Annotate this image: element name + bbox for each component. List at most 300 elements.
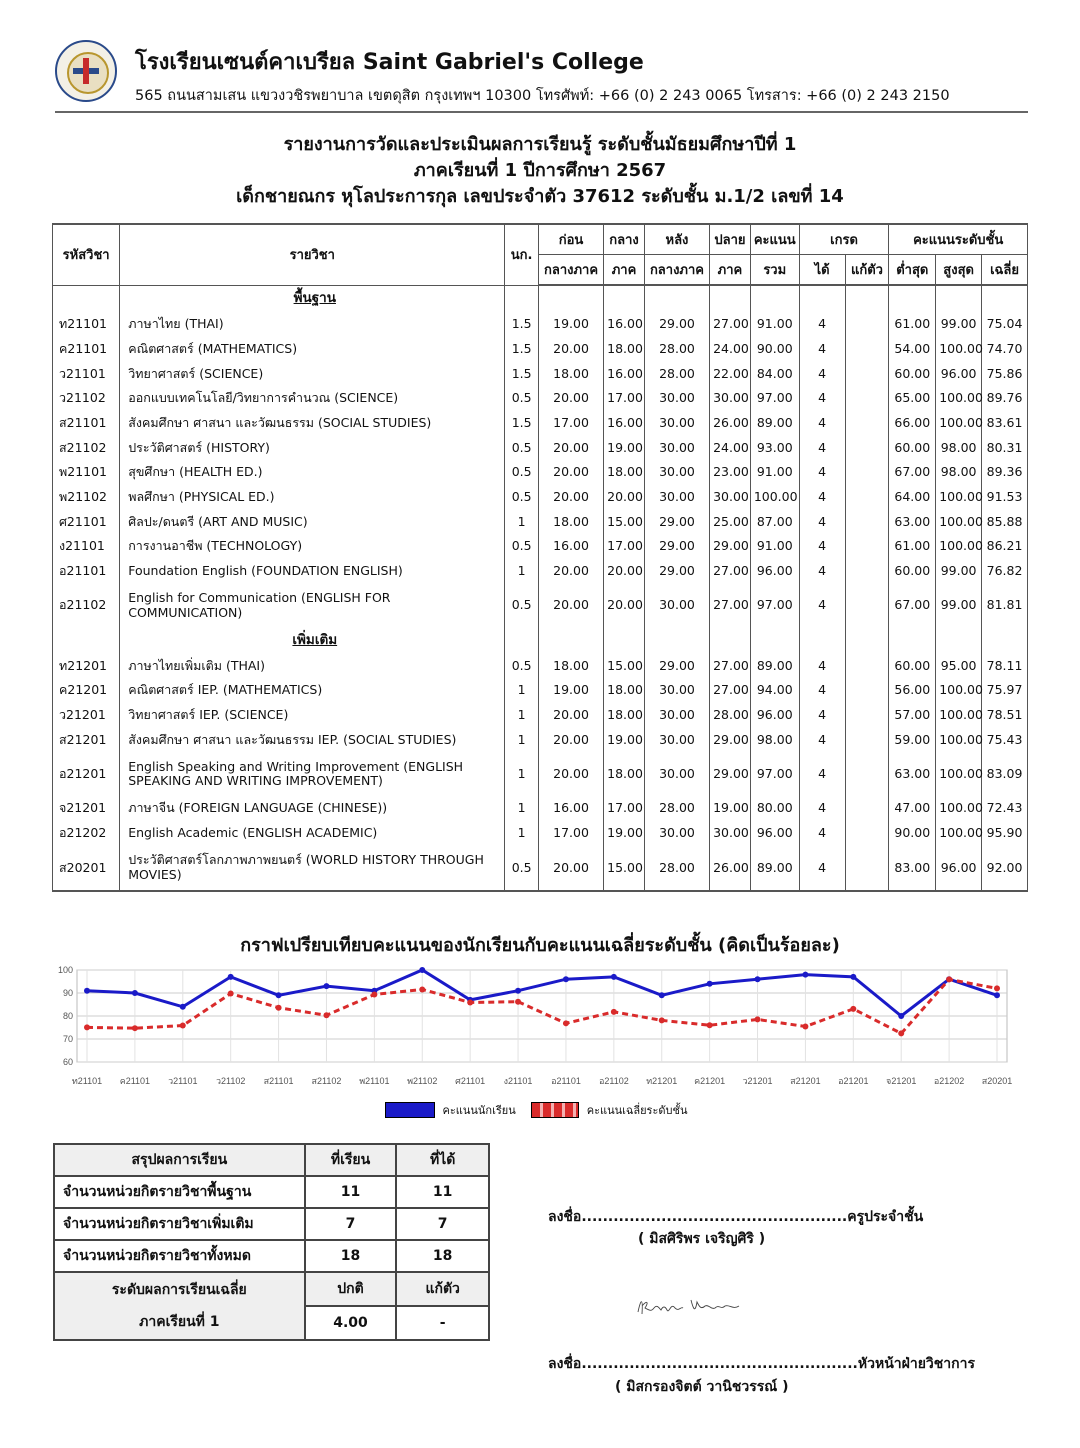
header-grade-fix: แก้ตัว	[845, 255, 889, 286]
legend-label-average: คะแนนเฉลี่ยระดับชั้น	[586, 1104, 688, 1117]
cell-min: 63.00	[889, 510, 936, 535]
cell-mid: 18.00	[604, 678, 645, 703]
table-row	[53, 485, 1028, 510]
cell-after: 30.00	[644, 435, 709, 460]
header-level-min: ต่ำสุด	[889, 255, 936, 286]
header-subject: รายวิชา	[120, 224, 505, 285]
cell-credits: 0.5	[505, 654, 539, 679]
cell-max: 100.00	[936, 728, 982, 753]
cell-credits: 0.5	[505, 584, 539, 628]
cell-fix	[845, 584, 889, 628]
student-score-point	[180, 1004, 186, 1010]
cell-mid: 17.00	[604, 386, 645, 411]
subject-name: ภาษาไทยเพิ่มเติม (THAI)	[120, 654, 505, 679]
summary-row-studied: 11	[305, 1176, 397, 1208]
cell-grade: 4	[799, 821, 845, 846]
average-score-point	[467, 999, 473, 1005]
cell-fix	[845, 821, 889, 846]
cell-avg: 75.97	[982, 678, 1028, 703]
average-score-point	[276, 1005, 282, 1011]
x-tick-label: พ21102	[407, 1076, 438, 1086]
cell-total: 97.00	[750, 752, 799, 796]
x-tick-label: ท21101	[71, 1076, 103, 1086]
cell-fix	[845, 460, 889, 485]
header-before-mid: ก่อน	[538, 224, 603, 255]
header-divider	[55, 111, 1028, 113]
cell-max: 99.00	[936, 584, 982, 628]
cell-fix	[845, 752, 889, 796]
cell-mid: 15.00	[604, 846, 645, 891]
y-tick-label: 70	[62, 1034, 73, 1044]
head-signature-line: ลงชื่อ....................................................หัวหน้าฝ่ายวิชาการ	[548, 1356, 975, 1372]
y-tick-label: 60	[62, 1057, 73, 1067]
cell-before: 17.00	[538, 411, 603, 436]
cell-avg: 89.76	[982, 386, 1028, 411]
x-tick-label: ส21201	[790, 1076, 821, 1086]
summary-table	[53, 1143, 490, 1341]
cell-grade: 4	[799, 796, 845, 821]
cell-before: 20.00	[538, 460, 603, 485]
average-score-point	[228, 991, 234, 997]
cell-before: 20.00	[538, 703, 603, 728]
cell-total: 91.00	[750, 312, 799, 337]
cell-max: 99.00	[936, 312, 982, 337]
cell-final: 23.00	[710, 460, 751, 485]
cell-grade: 4	[799, 534, 845, 559]
cell-mid: 15.00	[604, 510, 645, 535]
cell-total: 87.00	[750, 510, 799, 535]
summary-col-studied: ที่เรียน	[305, 1144, 397, 1176]
table-row	[53, 534, 1028, 559]
cell-final: 27.00	[710, 559, 751, 584]
subject-code: ศ21101	[53, 510, 120, 535]
cell-total: 89.00	[750, 654, 799, 679]
cell-total: 84.00	[750, 361, 799, 386]
header-before-mid-2: กลางภาค	[538, 255, 603, 286]
cell-total: 96.00	[750, 821, 799, 846]
x-tick-label: ง21101	[503, 1076, 533, 1086]
table-row	[53, 460, 1028, 485]
cell-fix	[845, 678, 889, 703]
cell-before: 20.00	[538, 584, 603, 628]
cell-credits: 1.5	[505, 337, 539, 362]
cell-after: 30.00	[644, 678, 709, 703]
subject-code: อ21201	[53, 752, 120, 796]
cell-before: 18.00	[538, 361, 603, 386]
table-row	[53, 337, 1028, 362]
student-score-point	[755, 976, 761, 982]
cell-min: 56.00	[889, 678, 936, 703]
cell-before: 16.00	[538, 796, 603, 821]
cell-min: 64.00	[889, 485, 936, 510]
header-after-mid-2: กลางภาค	[644, 255, 709, 286]
cell-max: 100.00	[936, 411, 982, 436]
cell-total: 90.00	[750, 337, 799, 362]
cell-credits: 1	[505, 821, 539, 846]
average-score-point	[84, 1024, 90, 1030]
subject-name: Foundation English (FOUNDATION ENGLISH)	[120, 559, 505, 584]
student-score-point	[802, 972, 808, 978]
average-score-point	[994, 985, 1000, 991]
header-final-2: ภาค	[710, 255, 751, 286]
cell-total: 98.00	[750, 728, 799, 753]
table-row	[53, 312, 1028, 337]
cell-total: 94.00	[750, 678, 799, 703]
subject-code: ท21101	[53, 312, 120, 337]
average-score-point	[898, 1030, 904, 1036]
summary-row-got: 11	[396, 1176, 489, 1208]
cell-max: 100.00	[936, 386, 982, 411]
cell-min: 60.00	[889, 435, 936, 460]
y-tick-label: 90	[62, 988, 73, 998]
school-header	[55, 40, 1040, 110]
subject-code: ง21101	[53, 534, 120, 559]
table-row	[53, 386, 1028, 411]
table-row	[53, 559, 1028, 584]
cell-after: 29.00	[644, 510, 709, 535]
cell-avg: 75.86	[982, 361, 1028, 386]
header-total: คะแนน	[750, 224, 799, 255]
cell-grade: 4	[799, 411, 845, 436]
cell-before: 17.00	[538, 821, 603, 846]
cell-max: 98.00	[936, 460, 982, 485]
cell-total: 100.00	[750, 485, 799, 510]
cell-before: 20.00	[538, 752, 603, 796]
teacher-name: ( มิสศิริพร เจริญศิริ )	[638, 1231, 766, 1247]
cell-mid: 16.00	[604, 411, 645, 436]
summary-row-got: 18	[396, 1240, 489, 1272]
x-tick-label: ว21101	[168, 1076, 198, 1086]
cell-fix	[845, 411, 889, 436]
cell-mid: 20.00	[604, 485, 645, 510]
cell-max: 100.00	[936, 678, 982, 703]
cell-final: 27.00	[710, 678, 751, 703]
cell-after: 30.00	[644, 703, 709, 728]
cell-fix	[845, 435, 889, 460]
cell-credits: 1	[505, 703, 539, 728]
cell-min: 67.00	[889, 460, 936, 485]
subject-name: ออกแบบเทคโนโลยี/วิทยาการคำนวณ (SCIENCE)	[120, 386, 505, 411]
summary-row-label: จำนวนหน่วยกิตรายวิชาพื้นฐาน	[54, 1176, 305, 1208]
cell-avg: 75.04	[982, 312, 1028, 337]
cell-final: 29.00	[710, 752, 751, 796]
cell-grade: 4	[799, 654, 845, 679]
student-score-point	[994, 992, 1000, 998]
cell-avg: 78.51	[982, 703, 1028, 728]
cell-max: 100.00	[936, 821, 982, 846]
cell-fix	[845, 559, 889, 584]
header-total-2: รวม	[750, 255, 799, 286]
cell-avg: 89.36	[982, 460, 1028, 485]
x-tick-label: อ21102	[598, 1076, 629, 1086]
cell-mid: 16.00	[604, 361, 645, 386]
gpa-label-line-1: ระดับผลการเรียนเฉลี่ย	[111, 1282, 247, 1298]
table-row	[53, 728, 1028, 753]
cell-grade: 4	[799, 312, 845, 337]
average-score-point	[563, 1020, 569, 1026]
header-level: คะแนนระดับชั้น	[889, 224, 1028, 255]
cell-avg: 76.82	[982, 559, 1028, 584]
x-tick-label: อ21201	[838, 1076, 869, 1086]
report-term: ภาคเรียนที่ 1 ปีการศึกษา 2567	[413, 160, 667, 181]
table-row	[53, 361, 1028, 386]
summary-header: สรุปผลการเรียน	[54, 1144, 305, 1176]
subject-name: ประวัติศาสตร์โลกภาพภาพยนตร์ (WORLD HISTORY THROUGH MOVIES)	[120, 846, 505, 891]
student-score-point	[276, 992, 282, 998]
cell-after: 29.00	[644, 534, 709, 559]
cell-mid: 19.00	[604, 728, 645, 753]
student-score-point	[323, 983, 329, 989]
cell-mid: 19.00	[604, 821, 645, 846]
cell-credits: 1	[505, 752, 539, 796]
section-title: พื้นฐาน	[120, 285, 505, 312]
cell-after: 30.00	[644, 584, 709, 628]
cell-final: 25.00	[710, 510, 751, 535]
cell-mid: 17.00	[604, 796, 645, 821]
student-score-point	[419, 967, 425, 973]
cell-max: 100.00	[936, 337, 982, 362]
cell-grade: 4	[799, 703, 845, 728]
header-credits: นก.	[505, 224, 539, 285]
x-tick-label: ว21201	[742, 1076, 773, 1086]
subject-name: สังคมศึกษา ศาสนา และวัฒนธรรม (SOCIAL STUDIES)	[120, 411, 505, 436]
cell-before: 20.00	[538, 337, 603, 362]
summary-row-label: จำนวนหน่วยกิตรายวิชาเพิ่มเติม	[54, 1208, 305, 1240]
cell-grade: 4	[799, 460, 845, 485]
table-row	[53, 752, 1028, 796]
section-title: เพิ่มเติม	[120, 628, 505, 654]
subject-code: ว21201	[53, 703, 120, 728]
summary-row-got: 7	[396, 1208, 489, 1240]
cell-grade: 4	[799, 728, 845, 753]
cell-total: 80.00	[750, 796, 799, 821]
subject-code: ว21101	[53, 361, 120, 386]
cell-total: 96.00	[750, 559, 799, 584]
y-tick-label: 80	[62, 1011, 73, 1021]
cell-before: 18.00	[538, 654, 603, 679]
header-after-mid: หลัง	[644, 224, 709, 255]
cell-mid: 16.00	[604, 312, 645, 337]
y-tick-label: 100	[57, 965, 73, 975]
subject-name: พลศึกษา (PHYSICAL ED.)	[120, 485, 505, 510]
student-score-point	[515, 988, 521, 994]
cell-credits: 1	[505, 678, 539, 703]
cell-avg: 74.70	[982, 337, 1028, 362]
cell-max: 96.00	[936, 846, 982, 891]
table-row	[53, 821, 1028, 846]
x-tick-label: อ21101	[551, 1076, 581, 1086]
cell-credits: 0.5	[505, 534, 539, 559]
cell-avg: 72.43	[982, 796, 1028, 821]
cell-final: 26.00	[710, 846, 751, 891]
header-mid-2: ภาค	[604, 255, 645, 286]
cell-grade: 4	[799, 337, 845, 362]
subject-name: สุขศึกษา (HEALTH ED.)	[120, 460, 505, 485]
subject-name: วิทยาศาสตร์ IEP. (SCIENCE)	[120, 703, 505, 728]
cell-fix	[845, 312, 889, 337]
cell-min: 66.00	[889, 411, 936, 436]
subject-name: คณิตศาสตร์ IEP. (MATHEMATICS)	[120, 678, 505, 703]
cell-mid: 15.00	[604, 654, 645, 679]
gpa-label	[54, 1272, 305, 1340]
cell-min: 67.00	[889, 584, 936, 628]
cell-final: 27.00	[710, 312, 751, 337]
header-level-avg: เฉลี่ย	[982, 255, 1028, 286]
cell-total: 89.00	[750, 846, 799, 891]
average-score-point	[180, 1023, 186, 1029]
cell-mid: 20.00	[604, 559, 645, 584]
cell-avg: 92.00	[982, 846, 1028, 891]
cell-after: 30.00	[644, 411, 709, 436]
cell-min: 61.00	[889, 534, 936, 559]
average-score-point	[946, 976, 952, 982]
school-address: 565 ถนนสามเสน แขวงวชิรพยาบาล เขตดุสิต กรุงเทพฯ 10300 โทรศัพท์: +66 (0) 2 243 0065 โทรสาร: +66 (0) 2 243 2150	[135, 88, 950, 104]
subject-name: English Speaking and Writing Improvement (ENGLISH SPEAKING AND WRITING IMPROVEMENT)	[120, 752, 505, 796]
cell-fix	[845, 728, 889, 753]
cell-before: 16.00	[538, 534, 603, 559]
chart-legend	[385, 1101, 687, 1121]
cell-avg: 81.81	[982, 584, 1028, 628]
cell-before: 20.00	[538, 728, 603, 753]
header-level-max: สูงสุด	[936, 255, 982, 286]
cell-avg: 83.61	[982, 411, 1028, 436]
x-tick-label: ส21101	[263, 1076, 294, 1086]
cell-credits: 1	[505, 510, 539, 535]
student-score-point	[850, 974, 856, 980]
cell-max: 100.00	[936, 534, 982, 559]
subject-name: English Academic (ENGLISH ACADEMIC)	[120, 821, 505, 846]
cell-min: 65.00	[889, 386, 936, 411]
average-score-point	[707, 1022, 713, 1028]
cell-avg: 86.21	[982, 534, 1028, 559]
subject-name: ศิลปะ/ดนตรี (ART AND MUSIC)	[120, 510, 505, 535]
x-tick-label: พ21101	[359, 1076, 390, 1086]
student-score-point	[563, 976, 569, 982]
student-score-point	[84, 988, 90, 994]
cell-before: 20.00	[538, 386, 603, 411]
cell-max: 100.00	[936, 752, 982, 796]
cell-min: 59.00	[889, 728, 936, 753]
subject-code: พ21101	[53, 460, 120, 485]
cell-max: 95.00	[936, 654, 982, 679]
cell-before: 20.00	[538, 435, 603, 460]
x-tick-label: ส20201	[981, 1076, 1013, 1086]
head-name: ( มิสกรองจิตต์ วานิชวรรณ์ )	[615, 1379, 789, 1395]
subject-code: อ21101	[53, 559, 120, 584]
cell-total: 97.00	[750, 584, 799, 628]
subject-code: ท21201	[53, 654, 120, 679]
cell-before: 19.00	[538, 312, 603, 337]
student-score-point	[228, 974, 234, 980]
cell-before: 20.00	[538, 846, 603, 891]
subject-code: อ21202	[53, 821, 120, 846]
cell-mid: 18.00	[604, 703, 645, 728]
subject-name: วิทยาศาสตร์ (SCIENCE)	[120, 361, 505, 386]
cell-credits: 1	[505, 796, 539, 821]
header-code: รหัสวิชา	[53, 224, 120, 285]
cell-after: 30.00	[644, 485, 709, 510]
subject-code: จ21201	[53, 796, 120, 821]
cell-credits: 0.5	[505, 846, 539, 891]
cell-before: 20.00	[538, 485, 603, 510]
subject-name: ประวัติศาสตร์ (HISTORY)	[120, 435, 505, 460]
cell-final: 30.00	[710, 485, 751, 510]
cell-max: 99.00	[936, 559, 982, 584]
cell-fix	[845, 386, 889, 411]
cell-avg: 95.90	[982, 821, 1028, 846]
cell-before: 18.00	[538, 510, 603, 535]
subject-name: สังคมศึกษา ศาสนา และวัฒนธรรม IEP. (SOCIAL STUDIES)	[120, 728, 505, 753]
table-row	[53, 703, 1028, 728]
subject-code: ส21102	[53, 435, 120, 460]
cell-final: 19.00	[710, 796, 751, 821]
cell-min: 54.00	[889, 337, 936, 362]
subject-name: ภาษาจีน (FOREIGN LANGUAGE (CHINESE))	[120, 796, 505, 821]
cell-final: 30.00	[710, 386, 751, 411]
cell-credits: 0.5	[505, 386, 539, 411]
cell-credits: 1	[505, 728, 539, 753]
average-score-point	[802, 1024, 808, 1030]
subject-code: ส21101	[53, 411, 120, 436]
cell-grade: 4	[799, 510, 845, 535]
student-score-point	[659, 992, 665, 998]
gpa-fix-label: แก้ตัว	[396, 1272, 489, 1306]
cell-max: 96.00	[936, 361, 982, 386]
cell-grade: 4	[799, 559, 845, 584]
cell-after: 30.00	[644, 728, 709, 753]
gpa-normal-value: 4.00	[305, 1306, 397, 1340]
legend-swatch-student	[385, 1102, 435, 1118]
average-score-point	[515, 999, 521, 1005]
cell-fix	[845, 654, 889, 679]
table-row	[53, 584, 1028, 628]
cell-min: 57.00	[889, 703, 936, 728]
header-grade: เกรด	[799, 224, 889, 255]
table-row	[53, 510, 1028, 535]
cell-mid: 17.00	[604, 534, 645, 559]
cell-final: 26.00	[710, 411, 751, 436]
subject-code: ส21201	[53, 728, 120, 753]
cell-max: 100.00	[936, 796, 982, 821]
subject-code: ค21101	[53, 337, 120, 362]
cell-total: 96.00	[750, 703, 799, 728]
cell-after: 28.00	[644, 337, 709, 362]
grades-table	[52, 223, 1028, 892]
x-tick-label: ว21102	[215, 1076, 246, 1086]
average-score-point	[850, 1006, 856, 1012]
x-tick-label: ค21201	[694, 1076, 726, 1086]
cell-after: 30.00	[644, 386, 709, 411]
cell-credits: 1.5	[505, 411, 539, 436]
student-score-point	[132, 990, 138, 996]
cell-grade: 4	[799, 435, 845, 460]
table-row	[53, 796, 1028, 821]
cell-avg: 80.31	[982, 435, 1028, 460]
cell-final: 28.00	[710, 703, 751, 728]
cell-after: 28.00	[644, 361, 709, 386]
cell-mid: 18.00	[604, 752, 645, 796]
cell-min: 60.00	[889, 559, 936, 584]
subject-code: อ21102	[53, 584, 120, 628]
cell-max: 100.00	[936, 703, 982, 728]
table-row	[53, 678, 1028, 703]
x-tick-label: จ21201	[886, 1076, 917, 1086]
cell-avg: 78.11	[982, 654, 1028, 679]
cell-avg: 85.88	[982, 510, 1028, 535]
cell-avg: 91.53	[982, 485, 1028, 510]
gpa-normal-label: ปกติ	[305, 1272, 397, 1306]
gpa-label-line-2: ภาคเรียนที่ 1	[139, 1314, 220, 1330]
